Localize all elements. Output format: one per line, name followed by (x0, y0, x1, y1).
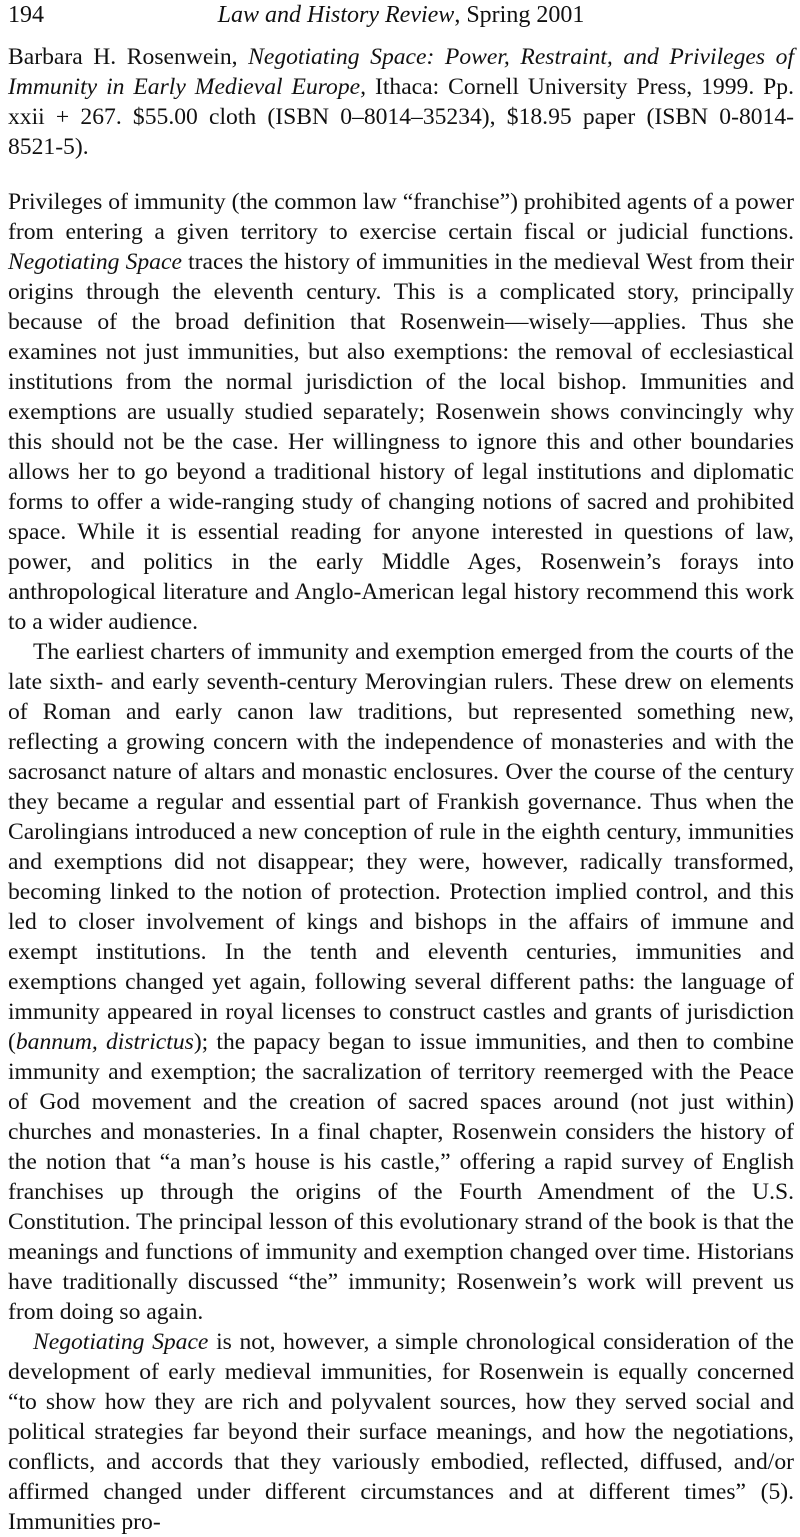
paragraph-1 (8, 187, 794, 637)
page (8, 0, 794, 1537)
italic-title: Negotiating Space (33, 1329, 209, 1355)
book-publication: Ithaca: Cornell University Press, 1999. Pp. xxii + 267. $55.00 cloth (ISBN 0–8014–35234), $18.95 paper (ISBN 0-8014-8521-5). (8, 74, 794, 160)
italic-title: Negotiating Space (8, 249, 182, 275)
paragraph-text: traces the history of immunities in the medieval West from their origins through the eleventh century. This is a complicated story, principally because of the broad definition that Rosenwein—wisely—applies. Thus she examines not just immunities, but also exemptions: the removal of ecclesiastical institutions from the normal jurisdiction of the local bishop. Immunities and exemptions are usually studied separately; Rosenwein shows convincingly why this should not be the case. Her willingness to ignore this and other boundaries allows her to go beyond a traditional history of legal institutions and diplomatic forms to offer a wide-ranging study of changing notions of sacred and prohibited space. While it is essential reading for anyone interested in questions of law, power, and politics in the early Middle Ages, Rosenwein’s forays into anthropological literature and Anglo-American legal history recommend this work to a wider audience. (8, 249, 794, 635)
book-author: Barbara H. Rosenwein, (8, 44, 249, 70)
journal-issue: , Spring 2001 (454, 2, 585, 28)
paragraph-text: Privileges of immunity (the common law “franchise”) prohibited agents of a power from entering a given territory to exercise certain fiscal or judicial functions. (8, 189, 794, 245)
paragraph-text: is not, however, a simple chronological consideration of the development of early medieval immunities, for Rosenwein is equally concerned “to show how they are rich and polyvalent sources, how they served social and political strategies far beyond their surface meanings, and how the negotiations, conflicts, and accords that they variously embodied, reflected, diffused, and/or affirmed changed under different circumstances and at different times” (5). Immunities pro- (8, 1329, 794, 1535)
page-number: 194 (8, 2, 44, 28)
running-head (8, 0, 794, 30)
paragraph-text: The earliest charters of immunity and exemption emerged from the courts of the late sixth- and early seventh-century Merovingian rulers. These drew on elements of Roman and early canon law traditions, but represented something new, reflecting a growing concern with the independence of monasteries and with the sacrosanct nature of altars and monastic enclosures. Over the course of the century they became a regular and essential part of Frankish governance. Thus when the Carolingians introduced a new conception of rule in the eighth century, immunities and exemptions did not disappear; they were, however, radically transformed, becoming linked to the notion of protection. Protection implied control, and this led to closer involvement of kings and bishops in the affairs of immune and exempt institutions. In the tenth and eleventh centuries, immunities and exemptions changed yet again, following several different paths: the language of immunity appeared in royal licenses to construct castles and grants of jurisdiction ( (8, 639, 794, 1055)
book-title: Negotiating Space: Power, Restraint, and Privileges of Immunity in Early Medieval Europe, (8, 44, 794, 100)
paragraph-text: ); the papacy began to issue immunities, and then to combine immunity and exemption; the sacralization of territory reemerged with the Peace of God movement and the creation of sacred spaces around (not just within) churches and monasteries. In a final chapter, Rosenwein considers the history of the notion that “a man’s house is his castle,” offering a rapid survey of English franchises up through the origins of the Fourth Amendment of the U.S. Constitution. The principal lesson of this evolutionary strand of the book is that the meanings and functions of immunity and exemption changed over time. Historians have traditionally discussed “the” immunity; Rosenwein’s work will prevent us from doing so again. (8, 1029, 794, 1325)
italic-terms: bannum, districtus (15, 1029, 194, 1055)
journal-name: Law and History Review (217, 2, 455, 28)
paragraph-3 (8, 1327, 794, 1537)
book-citation (8, 42, 794, 162)
paragraph-2 (8, 637, 794, 1327)
review-body (8, 187, 794, 1537)
journal-title (8, 0, 794, 30)
